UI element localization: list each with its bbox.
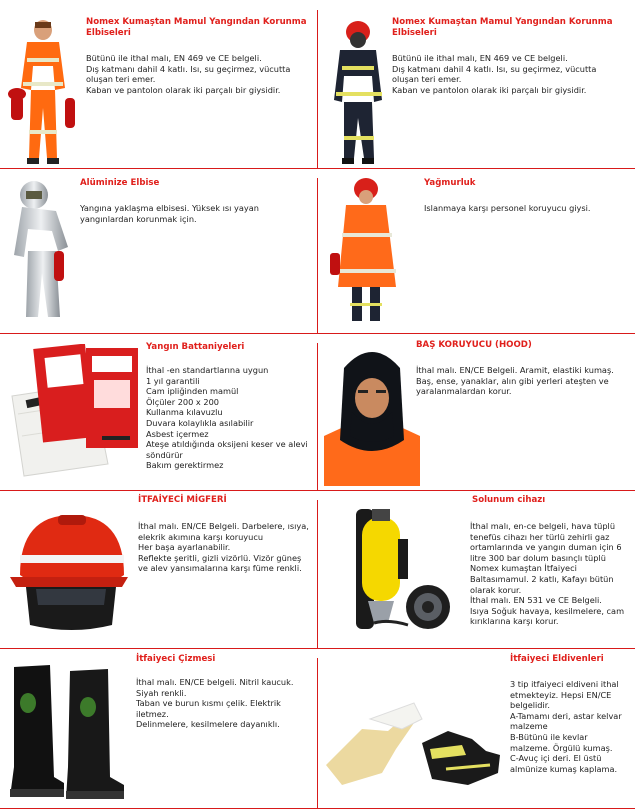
- product-card: [318, 0, 635, 168]
- product-title: Solunum cihazı: [472, 495, 546, 505]
- product-description: İthal malı. EN/CE belgeli. Nitril kaucuk. Siyah renkli. Taban ve burun kısmı çelik. Elektrik iletmez. Delinmelere, kesilmelere dayanıklı.: [136, 677, 294, 730]
- product-title: Yangın Battaniyeleri: [146, 342, 245, 352]
- orange-fire-suit-image: [5, 18, 80, 166]
- product-card: [0, 169, 317, 333]
- product-description: İthal malı. EN/CE Belgeli. Darbelere, ısıya, elekrik akımına karşı koruyucu Her başa ayarlanabilir. Reflekte şeritli, gizli vizörlü. Vizör güneş ve alev yansımalarına karşı füme renkli.: [138, 521, 309, 574]
- product-title: Nomex Kumaştan Mamul Yangından Korunma Elbiseleri: [392, 17, 613, 38]
- product-title: Yağmurluk: [424, 178, 476, 188]
- product-description: İthal malı, en-ce belgeli, hava tüplü tenefüs cihazı her türlü zehirli gaz ortamlarında ve yangın duman için 6 litre 300 bar dolum basınçlı tüplü Nomex kumaştan İtfaiyeci Baltasımamul. 2 katlı, Kafayı bütün olarak korur. İthal malı. EN 531 ve CE Belgeli. Isıya Soğuk havaya, kesilmelere, cam kırıklarına karşı korur.: [470, 521, 625, 627]
- product-card: [0, 491, 317, 648]
- product-title: Alüminize Elbise: [80, 178, 160, 188]
- hood-image: [324, 340, 420, 486]
- product-description: Yangına yaklaşma elbisesi. Yüksek ısı yayan yangınlardan korunmak için.: [80, 203, 259, 224]
- product-card: [318, 649, 635, 808]
- product-description: Bütünü ile ithal malı, EN 469 ve CE belgeli. Dış katmanı dahil 4 katlı. Isı, su geçirmez, vücutta oluşan teri emer. Kaban ve pantolon olarak iki parçalı bir giysidir.: [86, 53, 291, 95]
- gloves-image: [322, 689, 512, 799]
- product-card: [318, 334, 635, 490]
- product-description: İthal malı. EN/CE Belgeli. Aramit, elastiki kumaş. Baş, ense, yanaklar, alın gibi yerleri ateşten ve yaralanmalardan korur.: [416, 365, 614, 397]
- product-title: İtfaiyeci Eldivenleri: [510, 654, 604, 664]
- fire-blankets-image: [6, 344, 142, 486]
- breathing-apparatus-image: [328, 499, 468, 639]
- raincoat-image: [330, 177, 410, 327]
- aluminized-suit-image: [8, 177, 78, 327]
- product-title: Nomex Kumaştan Mamul Yangından Korunma Elbiseleri: [86, 17, 307, 38]
- product-title: İtfaiyeci Çizmesi: [136, 654, 216, 664]
- product-description: Bütünü ile ithal malı, EN 469 ve CE belgeli. Dış katmanı dahil 4 katlı. Isı, su geçirmez, vücutta oluşan teri emer. Kaban ve pantolon olarak iki parçalı bir giysidir.: [392, 53, 597, 95]
- product-title: İTFAİYECİ MİGFERİ: [138, 495, 227, 505]
- row-divider: [0, 808, 635, 809]
- product-description: İthal -en standartlarına uygun 1 yıl garantili Cam ipliğinden mamül Ölçüler 200 x 200 Kullanma kılavuzlu Duvara kolaylıkla asılabilir Asbest içermez Ateşe atıldığında oksijeni keser ve alevi söndürür Bakım gerektirmez: [146, 365, 308, 471]
- product-card: [0, 0, 317, 168]
- product-title: BAŞ KORUYUCU (HOOD): [416, 340, 532, 350]
- dark-fire-suit-image: [328, 20, 388, 166]
- product-card: [318, 491, 635, 648]
- boots-image: [6, 657, 132, 803]
- product-card: [0, 649, 317, 808]
- product-card: [318, 169, 635, 333]
- product-card: [0, 334, 317, 490]
- helmet-image: [6, 505, 132, 633]
- product-description: 3 tip itfaiyeci eldiveni ithal etmekteyiz. Hepsi EN/CE belgelidir. A-Tamamı deri, astar kelvar malzeme B-Bütünü ile kevlar malzeme. Örgülü kumaş. C-Avuç içi deri. El üstü almünize kumaş kaplama.: [510, 679, 622, 774]
- product-description: Islanmaya karşı personel koruyucu giysi.: [424, 203, 591, 213]
